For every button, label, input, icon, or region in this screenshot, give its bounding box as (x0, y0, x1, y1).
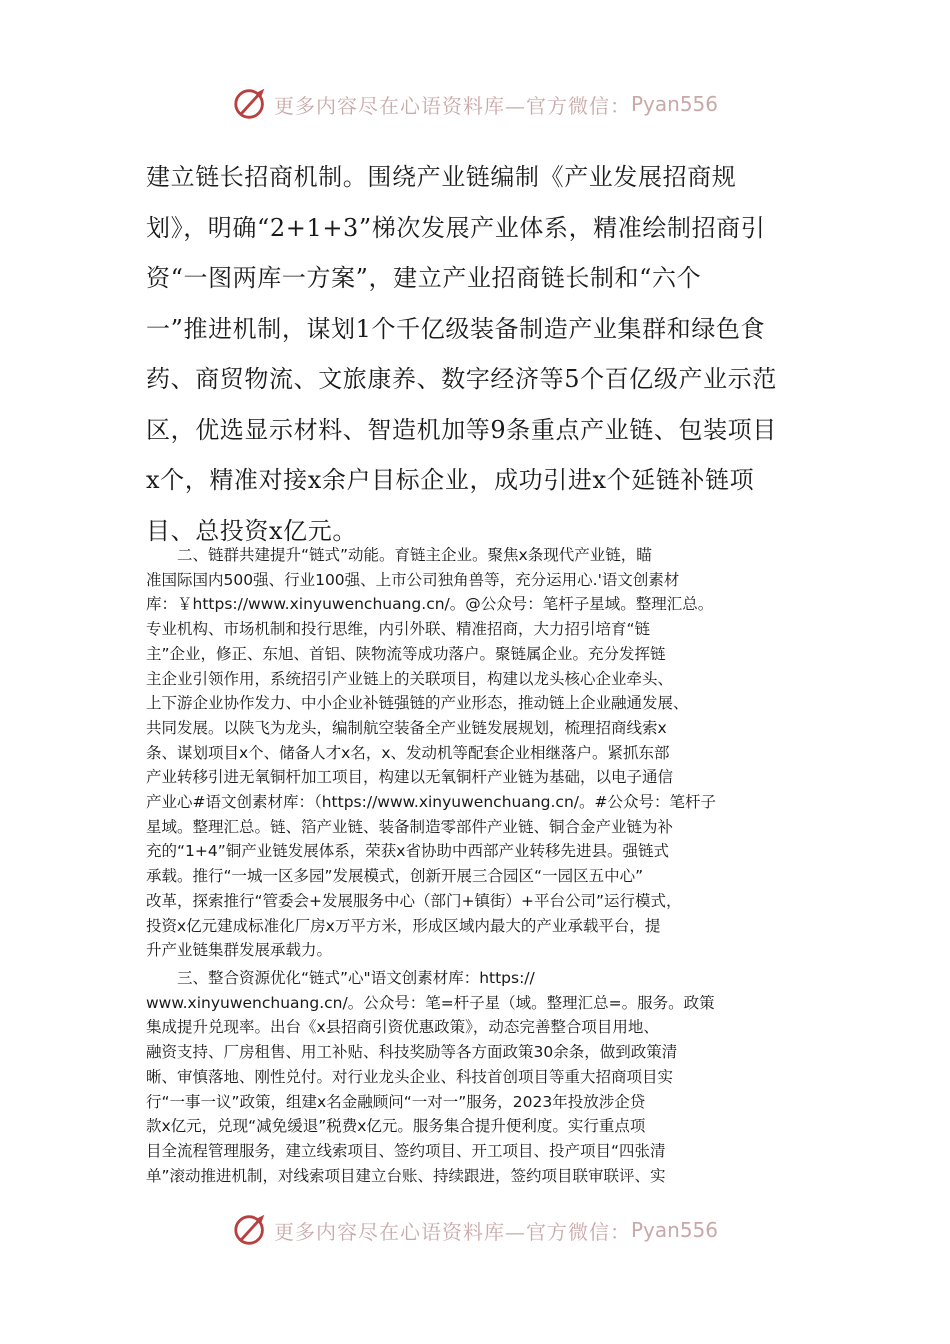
body-paragraph-2: 二、链群共建提升“链式”动能。育链主企业。聚焦x条现代产业链，瞄 准国际国内500强、行业100强、上市公司独角兽等，充分运用心.'语文创素材 库：￥https://www.xinyuwenchuang.cn/。@公众号：笔杆子星域。整理汇总。 专业机构、市场机制和投行思维，内引外联、精准招商，大力招引培育“链 主”企业，修正、东旭、首铝、陕物流等成功落户。聚链属企业。充分发挥链 主企业引领作用，系统招引产业链上的关联项目，构建以龙头核心企业牵头、 上下游企业协作发力、中小企业补链强链的产业形态，推动链上企业融通发展、 共同发展。以陕飞为龙头，编制航空装备全产业链发展规划，梳理招商线索x 条、谋划项目x个、储备人才x名，x、发动机等配套企业相继落户。紧抓东部 产业转移引进无氧铜杆加工项目，构建以无氧铜杆产业链为基础，以电子通信 产业心#语文创素材库：（https://www.xinyuwenchuang.cn/。#公众号：笔杆子 星域。整理汇总。链、箔产业链、装备制造零部件产业链、铜合金产业链为补 充的“1+4”铜产业链发展体系，荣获x省协助中西部产业转移先进县。强链式 承载。推行“一城一区多园”发展模式，创新开展三合园区“一园区五中心” 改革，探索推行“管委会+发展服务中心（部门+镇街）+平台公司”运行模式， 投资x亿元建成标准化厂房x万平方米，形成区域内最大的产业承载平台，提 升产业链集群发展承载力。 (146, 546, 716, 960)
footer-banner (0, 1206, 950, 1254)
footer-banner-text: 更多内容尽在心语资料库—官方微信： (273, 1219, 631, 1244)
body-paragraph-1: 建立链长招商机制。围绕产业链编制《产业发展招商规 划》，明确“2+1+3”梯次发展产业体系，精准绘制招商引 资“一图两库一方案”，建立产业招商链长制和“六个 一”推进机制，谋划1个千亿级装备制造产业集群和绿色食 药、商贸物流、文旅康养、数字经济等5个百亿级产业示范 区，优选显示材料、智造机加等9条重点产业链、包装项目 x个，精准对接x余户目标企业，成功引进x个延链补链项 目、总投资x亿元。 (146, 163, 777, 545)
header-banner (0, 80, 950, 128)
pen-logo-icon (232, 1211, 270, 1249)
body-paragraph-3: 三、整合资源优化“链式”心"语文创素材库：https:// www.xinyuwenchuang.cn/。公众号：笔=杆子星（域。整理汇总=。服务。政策 集成提升兑现率。出台《x县招商引资优惠政策》，动态完善整合项目用地、 融资支持、厂房租售、用工补贴、科技奖励等各方面政策30余条，做到政策清 晰、审慎落地、刚性兑付。对行业龙头企业、科技首创项目等重大招商项目实 行“一事一议”政策，组建x名金融顾问“一对一”服务，2023年投放涉企贷 款x亿元，兑现“减免缓退”税费x亿元。服务集合提升便利度。实行重点项 目全流程管理服务，建立线索项目、签约项目、开工项目、投产项目“四张清 单”滚动推进机制，对线索项目建立台账、持续跟进，签约项目联审联评、实 (146, 969, 715, 1185)
footer-banner-wechat-id: Pyan556 (630, 1218, 718, 1242)
pen-logo-icon (232, 85, 270, 123)
header-banner-wechat-id: Pyan556 (630, 92, 718, 116)
header-banner-text: 更多内容尽在心语资料库—官方微信： (273, 93, 631, 118)
